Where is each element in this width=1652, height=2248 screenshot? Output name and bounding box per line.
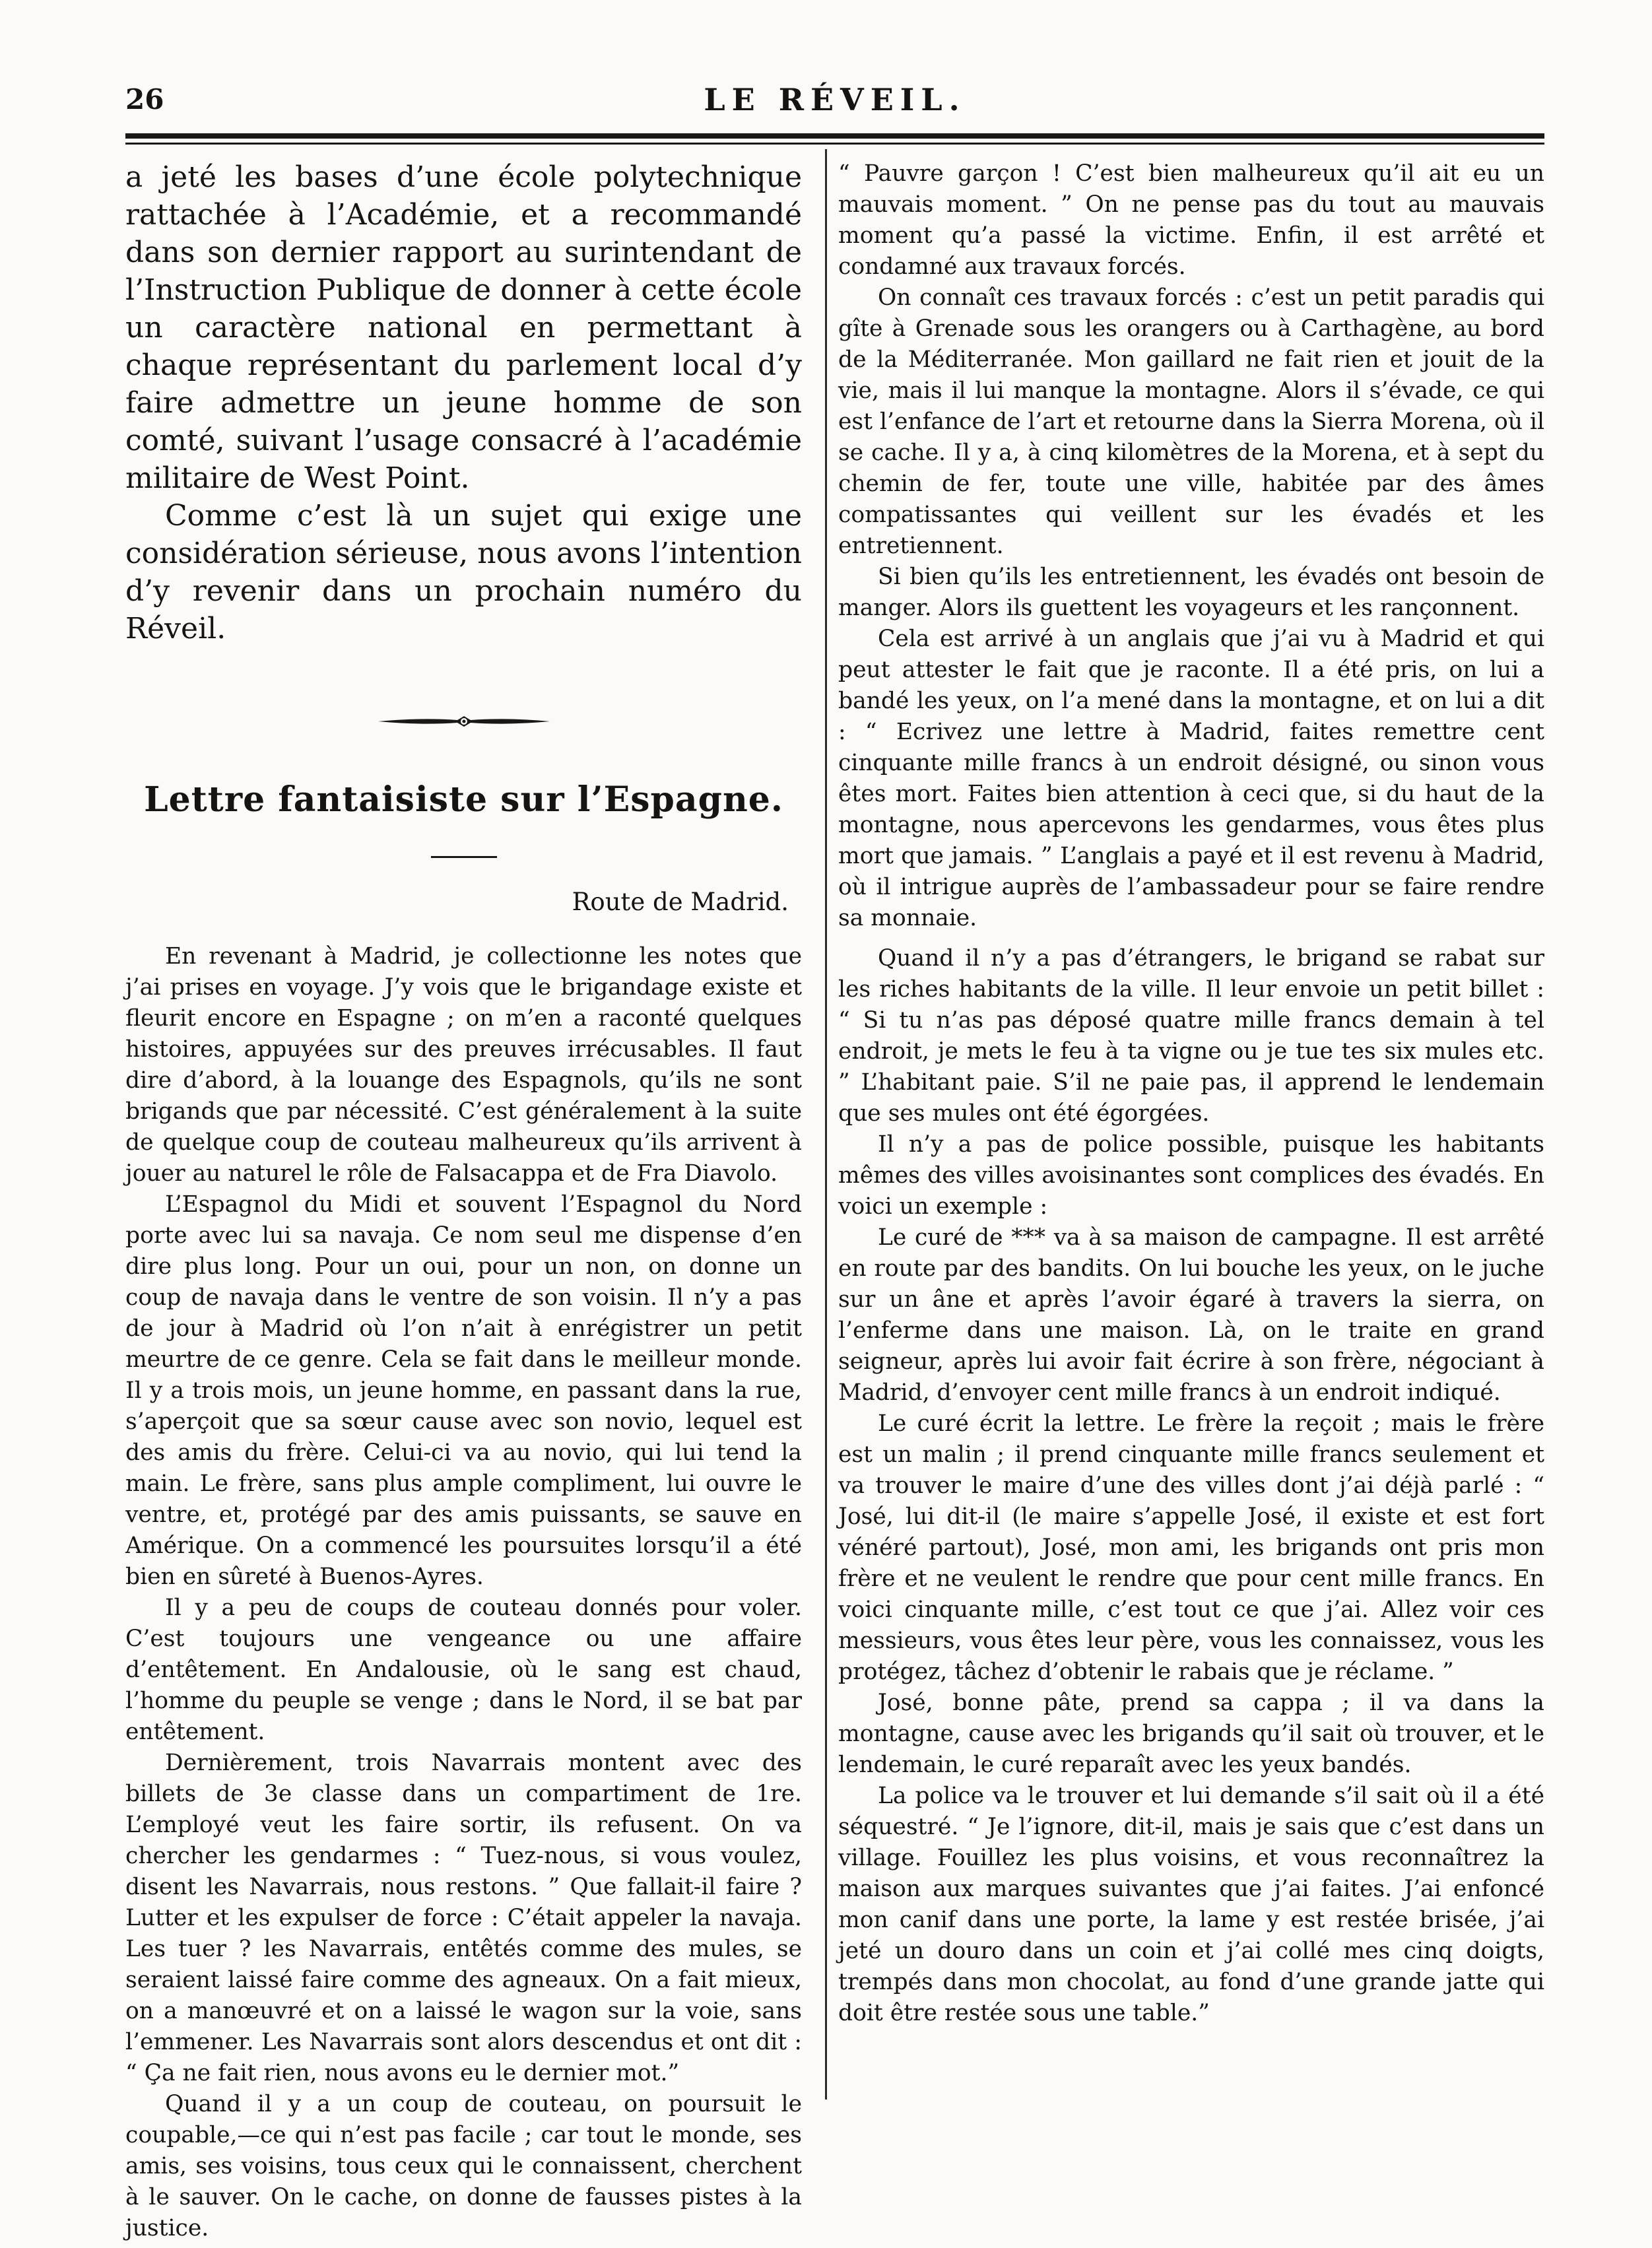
article-paragraph: Dernièrement, trois Navarrais montent avec des billets de 3e classe dans un compartiment de 1re. L’employé veut les faire sortir, ils refusent. On va chercher les gendarmes : “ Tuez-nous, si vous voulez, disent les Navarrais, nous restons. ” Que fallait-il faire ? Lutter et les expulser de force : C’était appeler la navaja. Les tuer ? les Navarrais, entêtés comme des mules, se seraient laissé faire comme des agneaux. On a fait mieux, on a manœuvré et on a laissé le wagon sur la voie, sans l’emmener. Les Navarrais sont alors descendus et ont dit : “ Ça ne fait rien, nous avons eu le dernier mot.” (125, 1750, 802, 2086)
article-paragraph: Comme c’est là un sujet qui exige une considération sérieuse, nous avons l’intention d’y revenir dans un prochain numéro du Réveil. (125, 499, 802, 645)
article-paragraph: Si bien qu’ils les entretiennent, les évadés ont besoin de manger. Alors ils guettent les voyageurs et les rançonnent. (838, 564, 1544, 621)
article-paragraph: Quand il n’y a pas d’étrangers, le brigand se rabat sur les riches habitants de la ville. Il leur envoie un petit billet : “ Si tu n’as pas déposé quatre mille francs demain à tel endroit, je mets le feu à ta vigne ou je tue tes six mules etc. ” L’habitant paie. S’il ne paie pas, il apprend le lendemain que ses mules ont été égorgées. (838, 945, 1544, 1127)
page-header (125, 78, 1544, 131)
ornament-icon (378, 713, 550, 729)
article-paragraph: Il y a peu de coups de couteau donnés pour voler. C’est toujours une vengeance ou une affaire d’entêtement. En Andalousie, où le sang est chaud, l’homme du peuple se venge ; dans le Nord, il se bat par entêtement. (125, 1595, 802, 1745)
article-paragraph: On connaît ces travaux forcés : c’est un petit paradis qui gîte à Grenade sous les orangers ou à Carthagène, au bord de la Méditerranée. Mon gaillard ne fait rien et jouit de la vie, mais il lui manque la montagne. Alors il s’évade, ce qui est l’enfance de l’art et retourne dans la Sierra Morena, où il se cache. Il y a, à cinq kilomètres de la Morena, et à sept du chemin de fer, toute une ville, habitée par des âmes compatissantes qui veillent sur les évadés et les entretiennent. (838, 284, 1544, 559)
paragraph-gap (838, 934, 1544, 943)
ornament-divider (125, 713, 802, 740)
title-dash (431, 856, 497, 858)
article-paragraph: Le curé écrit la lettre. Le frère la reçoit ; mais le frère est un malin ; il prend cinquante mille francs seulement et va trouver le maire d’une des villes dont j’ai déjà parlé : “ José, lui dit-il (le maire s’appelle José, il existe et est fort vénéré partout), José, mon ami, les brigands ont pris mon frère et ne veulent le rendre que pour cent mille francs. En voici cinquante mille, c’est tout ce que j’ai. Allez voir ces messieurs, vous êtes leur père, vous les connaissez, vous les protégez, tâchez d’obtenir le rabais que je réclame. ” (838, 1410, 1544, 1685)
article-paragraph: “ Pauvre garçon ! C’est bien malheureux qu’il ait eu un mauvais moment. ” On ne pense pas du tout au mauvais moment qu’a passé la victime. Enfin, il est arrêté et condamné aux travaux forcés. (838, 160, 1544, 280)
header-rule-thin (125, 143, 1544, 145)
page-number: 26 (125, 83, 164, 116)
column-divider (825, 149, 827, 2099)
article-paragraph: Le curé de *** va à sa maison de campagne. Il est arrêté en route par des bandits. On lui bouche les yeux, on le juche sur un âne et après l’avoir égaré à travers la sierra, on l’enferme dans une maison. Là, on le traite en grand seigneur, après lui avoir fait écrire à son frère, négociant à Madrid, d’envoyer cent mille francs à un endroit indiqué. (838, 1224, 1544, 1406)
article-paragraph: Cela est arrivé à un anglais que j’ai vu à Madrid et qui peut attester le fait que je raconte. Il a été pris, on lui a bandé les yeux, on l’a mené dans la montagne, et on lui a dit : “ Ecrivez une lettre à Madrid, faites remettre cent cinquante mille francs à un endroit désigné, ou sinon vous êtes mort. Faites bien attention à ceci que, si du haut de la montagne, nous apercevons les gendarmes, vous êtes plus mort que jamais. ” L’anglais a payé et il est revenu à Madrid, où il intrigue auprès de l’ambassadeur pour se faire rendre sa monnaie. (838, 626, 1544, 931)
article-paragraph: Quand il y a un coup de couteau, on poursuit le coupable,—ce qui n’est pas facile ; car tout le monde, ses amis, ses voisins, tous ceux qui le connaissent, cherchent à le sauver. On le cache, on donne de fausses pistes à la justice. (125, 2091, 802, 2241)
article-paragraph: En revenant à Madrid, je collectionne les notes que j’ai prises en voyage. J’y vois que le brigandage existe et fleurit encore en Espagne ; on m’en a raconté quelques histoires, appuyées sur des preuves irrécusables. Il faut dire d’abord, à la louange des Espagnols, qu’ils ne sont brigands que par nécessité. C’est généralement à la suite de quelque coup de couteau malheureux qu’ils arrivent à jouer au naturel le rôle de Falsacappa et de Fra Diavolo. (125, 943, 802, 1187)
masthead-title: LE RÉVEIL. (704, 82, 966, 117)
left-column (125, 158, 802, 2244)
section-title: Lettre fantaisiste sur l’Espagne. (144, 779, 783, 820)
right-column (838, 158, 1544, 2029)
article-paragraph: L’Espagnol du Midi et souvent l’Espagnol du Nord porte avec lui sa navaja. Ce nom seul me dispense d’en dire plus long. Pour un oui, pour un non, on donne un coup de navaja dans le ventre de son voisin. Il n’y a pas de jour à Madrid où l’on n’ait à enrégistrer un petit meurtre de ce genre. Cela se fait dans le meilleur monde. Il y a trois mois, un jeune homme, en passant dans la rue, s’aperçoit que sa sœur cause avec son novio, lequel est des amis du frère. Celui-ci va au novio, qui lui tend la main. Le frère, sans plus ample compliment, lui ouvre le ventre, et, protégé par des amis puissants, se sauve en Amérique. On a commencé les poursuites lorsqu’il a été bien en sûreté à Buenos-Ayres. (125, 1191, 802, 1590)
article-paragraph: Il n’y a pas de police possible, puisque les habitants mêmes des villes avoisinantes sont complices des évadés. En voici un exemple : (838, 1131, 1544, 1220)
article-paragraph: La police va le trouver et lui demande s’il sait où il a été séquestré. “ Je l’ignore, dit-il, mais je sais que c’est dans un village. Fouillez les plus voisins, et vous reconnaîtrez la maison aux marques suivantes que j’ai faites. J’ai enfoncé mon canif dans une porte, la lame y est restée brisée, j’ai jeté un douro dans un coin et j’ai collé mes cinq doigts, trempés dans mon chocolat, au fond d’une grande jatte qui doit être restée sous une table.” (838, 1783, 1544, 2026)
article-paragraph: José, bonne pâte, prend sa cappa ; il va dans la montagne, cause avec les brigands qu’il sait où trouver, et le lendemain, le curé reparaît avec les yeux bandés. (838, 1690, 1544, 1778)
header-rule (125, 133, 1544, 139)
dateline: Route de Madrid. (572, 888, 789, 916)
article-paragraph: a jeté les bases d’une école polytechnique rattachée à l’Académie, et a recommandé dans son dernier rapport au surintendant de l’Instruction Publique de donner à cette école un caractère national en permettant à chaque représentant du parlement local d’y faire admettre un jeune homme de son comté, suivant l’usage consacré à l’académie militaire de West Point. (125, 160, 802, 495)
